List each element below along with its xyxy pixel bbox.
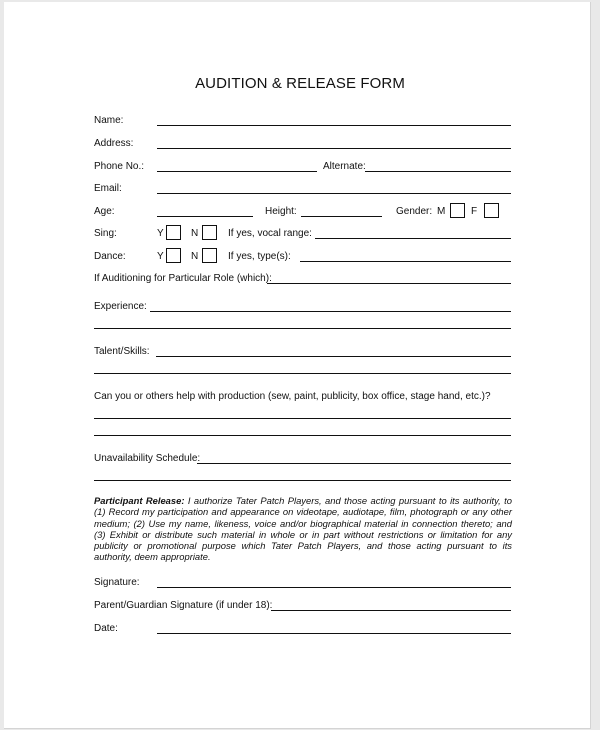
dance-label: Dance: (94, 251, 126, 262)
date-label: Date: (94, 623, 118, 634)
dance-types-field[interactable] (300, 261, 511, 262)
sing-yes-label: Y (157, 228, 164, 239)
role-label: If Auditioning for Particular Role (which): (94, 273, 272, 284)
signature-field[interactable] (157, 587, 511, 588)
form-page (4, 2, 591, 729)
release-body: I authorize Tater Patch Players, and those acting pursuant to its authority, to (1) Record my participation and appearance on videotape, audiotape, film, photograph or any other medium; (2) Use my name, likeness, voice and/or biographical material in connection thereto; and (3) Exhibit or distribute such material in whole or in part without restrictions or limitation for any publicity or promotional purpose which Tater Patch Players, and those acting pursuant to its authority, deem appropriate. (94, 495, 513, 563)
sing-no-checkbox[interactable] (202, 225, 217, 240)
address-label: Address: (94, 138, 134, 149)
alternate-label: Alternate: (323, 161, 366, 172)
sing-no-label: N (191, 228, 199, 239)
vocal-range-field[interactable] (315, 238, 511, 239)
age-field[interactable] (157, 216, 253, 217)
email-field[interactable] (157, 193, 511, 194)
address-field[interactable] (157, 148, 511, 149)
experience-label: Experience: (94, 301, 147, 312)
talent-label: Talent/Skills: (94, 346, 150, 357)
production-help-field-line-2[interactable] (94, 435, 511, 436)
role-field[interactable] (267, 283, 511, 284)
guardian-signature-field[interactable] (271, 610, 511, 611)
name-field[interactable] (157, 125, 511, 126)
production-help-field[interactable] (94, 418, 511, 419)
experience-field-line-2[interactable] (94, 328, 511, 329)
gender-label: Gender: (396, 206, 433, 217)
date-field[interactable] (157, 633, 511, 634)
unavailability-label: Unavailability Schedule: (94, 453, 201, 464)
sing-label: Sing: (94, 228, 117, 239)
email-label: Email: (94, 183, 122, 194)
dance-no-checkbox[interactable] (202, 248, 217, 263)
phone-field[interactable] (157, 171, 317, 172)
gender-m-checkbox[interactable] (450, 203, 465, 218)
height-label: Height: (265, 206, 297, 217)
height-field[interactable] (301, 216, 382, 217)
signature-label: Signature: (94, 577, 140, 588)
vocal-range-label: If yes, vocal range: (228, 228, 312, 239)
talent-field-line-2[interactable] (94, 373, 511, 374)
gender-m-label: M (437, 206, 446, 217)
experience-field[interactable] (150, 311, 511, 312)
dance-no-label: N (191, 251, 199, 262)
guardian-signature-label: Parent/Guardian Signature (if under 18): (94, 600, 273, 611)
dance-yes-label: Y (157, 251, 164, 262)
gender-f-label: F (471, 206, 478, 217)
production-help-label: Can you or others help with production (sew, paint, publicity, box office, stage hand, etc.)? (94, 391, 491, 402)
age-label: Age: (94, 206, 115, 217)
phone-label: Phone No.: (94, 161, 145, 172)
sing-yes-checkbox[interactable] (166, 225, 181, 240)
unavailability-field[interactable] (197, 463, 511, 464)
unavailability-field-line-2[interactable] (94, 480, 511, 481)
dance-types-label: If yes, type(s): (228, 251, 291, 262)
name-label: Name: (94, 115, 124, 126)
release-heading: Participant Release: (94, 495, 185, 506)
form-title: AUDITION & RELEASE FORM (195, 75, 405, 92)
dance-yes-checkbox[interactable] (166, 248, 181, 263)
gender-f-checkbox[interactable] (484, 203, 499, 218)
alternate-phone-field[interactable] (365, 171, 511, 172)
talent-field[interactable] (156, 356, 511, 357)
participant-release-text (94, 495, 512, 563)
